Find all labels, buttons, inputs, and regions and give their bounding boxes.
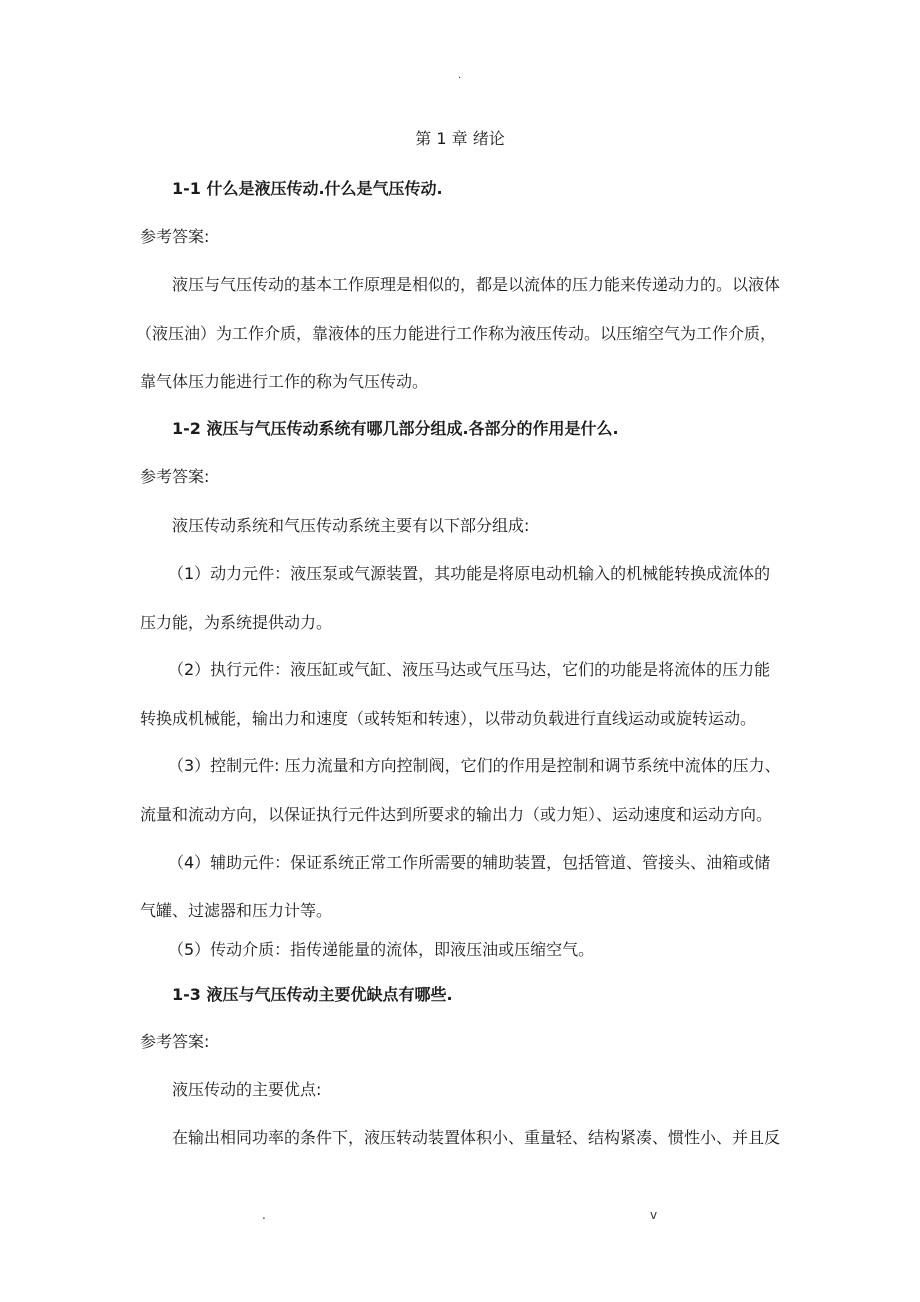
answer-2-item-3-line-2: 流量和流动方向，以保证执行元件达到所要求的输出力（或力矩）、运动速度和运动方向。 [140, 805, 773, 824]
answer-label-1: 参考答案: [140, 227, 210, 246]
answer-2-intro: 液压传动系统和气压传动系统主要有以下部分组成: [172, 516, 530, 535]
answer-2-item-2-line-2: 转换成机械能，输出力和速度（或转矩和转速），以带动负载进行直线运动或旋转运动。 [140, 709, 757, 728]
answer-2-item-1-line-2: 压力能，为系统提供动力。 [140, 613, 333, 632]
answer-2-item-5: （5）传动介质：指传递能量的流体，即液压油或压缩空气。 [168, 940, 595, 959]
footer-left-mark: . [262, 1208, 266, 1222]
answer-3-line-1: 液压传动的主要优点: [172, 1080, 322, 1099]
answer-2-item-4-line-2: 气罐、过滤器和压力计等。 [140, 901, 333, 920]
answer-1-line-1: 液压与气压传动的基本工作原理是相似的，都是以流体的压力能来传递动力的。以液体 [172, 275, 781, 294]
answer-1-line-3: 靠气体压力能进行工作的称为气压传动。 [140, 372, 429, 391]
answer-2-item-4-line-1: （4）辅助元件：保证系统正常工作所需要的辅助装置，包括管道、管接头、油箱或储 [168, 853, 771, 872]
question-1-3: 1-3 液压与气压传动主要优缺点有哪些. [172, 985, 453, 1004]
header-mark: . [458, 70, 462, 81]
answer-2-item-3-line-1: （3）控制元件: 压力流量和方向控制阀，它们的作用是控制和调节系统中流体的压力、 [168, 756, 781, 775]
footer-right-mark: v [650, 1208, 658, 1222]
answer-label-3: 参考答案: [140, 1032, 210, 1051]
question-1-1: 1-1 什么是液压传动.什么是气压传动. [172, 179, 443, 198]
answer-1-line-2: （液压油）为工作介质，靠液体的压力能进行工作称为液压传动。以压缩空气为工作介质， [136, 324, 777, 343]
answer-label-2: 参考答案: [140, 467, 210, 486]
chapter-title: 第 1 章 绪论 [415, 129, 505, 148]
answer-3-line-2: 在输出相同功率的条件下，液压转动装置体积小、重量轻、结构紧凑、惯性小、并且反 [172, 1128, 781, 1147]
answer-2-item-1-line-1: （1）动力元件：液压泵或气源装置，其功能是将原电动机输入的机械能转换成流体的 [168, 564, 771, 583]
answer-2-item-2-line-1: （2）执行元件：液压缸或气缸、液压马达或气压马达，它们的功能是将流体的压力能 [168, 660, 771, 679]
question-1-2: 1-2 液压与气压传动系统有哪几部分组成.各部分的作用是什么. [172, 419, 619, 438]
